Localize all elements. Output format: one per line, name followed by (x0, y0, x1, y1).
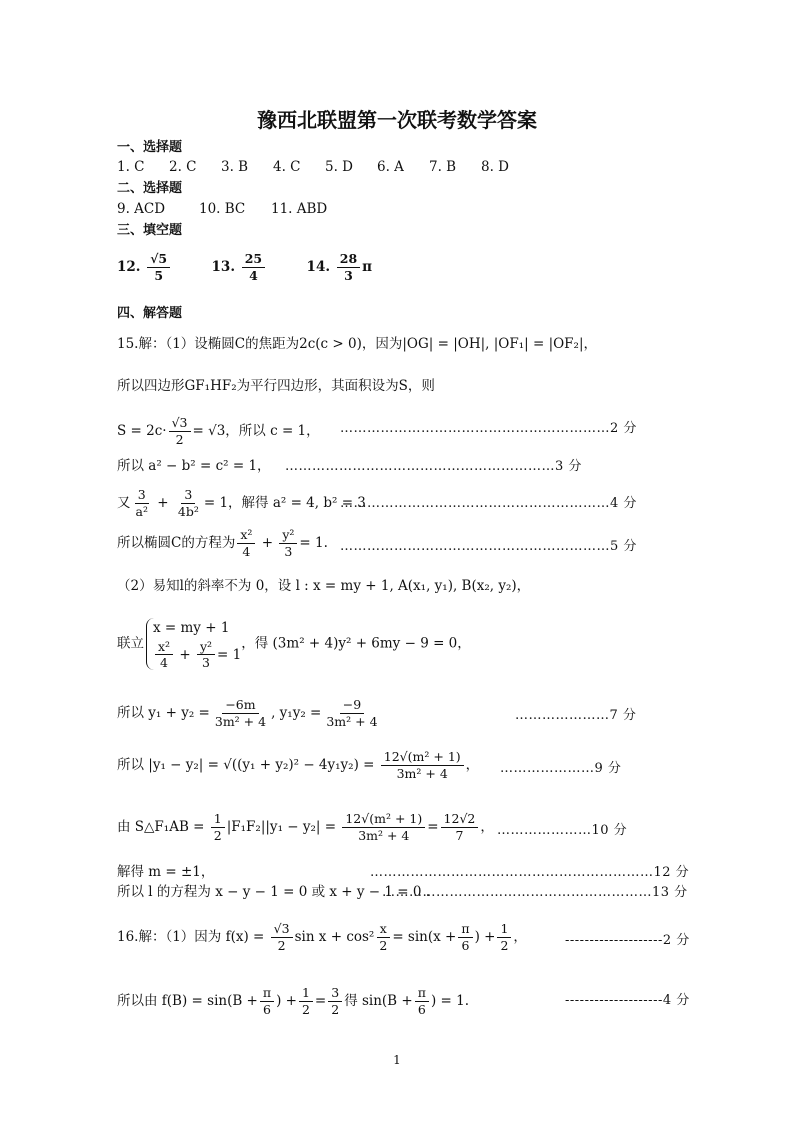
numerator: x² (155, 640, 173, 656)
numerator: 25 (242, 252, 265, 268)
q13-label: 13. (211, 258, 236, 275)
denominator: 4 (242, 543, 251, 559)
text: , y₁y₂ = (271, 704, 322, 721)
mc-answer-row (117, 161, 533, 175)
equation: x = my + 1 (153, 620, 230, 636)
fraction (279, 528, 297, 559)
mc-answer: 3. B (221, 159, 249, 175)
text: = sin(x + (392, 928, 457, 945)
q15-line-3 (117, 416, 320, 447)
denominator: 2 (277, 937, 286, 953)
mc-answer: 2. C (169, 159, 197, 175)
score-3: ……………………………………………………3 分 (285, 459, 582, 474)
numerator: 1 (211, 812, 225, 828)
numerator: π (415, 986, 429, 1002)
denominator: 7 (455, 827, 464, 843)
text: 所以由 f(B) = sin(B + (117, 992, 258, 1009)
numerator: π (260, 986, 274, 1002)
numerator: 3 (328, 986, 342, 1002)
score-2: ……………………………………………………2 分 (340, 421, 637, 436)
denominator: 6 (263, 1001, 271, 1017)
text: = 1 (217, 646, 242, 663)
text: ， (465, 756, 480, 773)
fraction (197, 640, 215, 671)
q15-line-4: 所以 a² − b² = c² = 1， (117, 458, 271, 474)
q16-line-1 (117, 922, 527, 953)
fraction (299, 986, 313, 1017)
mc-answer: 4. C (273, 159, 301, 175)
text: 所以椭圆C的方程为 (117, 534, 236, 551)
page-number: 1 (393, 1053, 401, 1067)
numerator: 1 (497, 922, 511, 938)
mc-answer: 8. D (481, 159, 509, 175)
text: ，得 (3m² + 4)y² + 6my − 9 = 0， (241, 635, 471, 652)
fraction (237, 528, 255, 559)
fraction (169, 416, 191, 447)
denominator: 4b² (177, 503, 199, 519)
denominator: 3 (344, 267, 353, 283)
q12-fraction (147, 252, 170, 283)
numerator: √3 (271, 922, 293, 938)
text: = 1. (299, 534, 328, 551)
text: ) + (474, 928, 496, 945)
q15-line-7: （2）易知l的斜率不为 0，设 l : x = my + 1, A(x₁, y₁), B(x₂, y₂)， (117, 578, 531, 594)
score-5: ……………………………………………………5 分 (340, 539, 637, 554)
score-16-4: --------------------4 分 (565, 993, 690, 1008)
q16-line-2 (117, 986, 469, 1017)
q15-line-12: 解得 m = ±1， (117, 864, 215, 880)
numerator: −9 (340, 698, 364, 714)
fraction (175, 488, 202, 519)
denominator: 4 (160, 655, 168, 671)
numerator: 28 (337, 252, 360, 268)
mc-answer: 6. A (377, 159, 404, 175)
denominator: 3m² + 4 (326, 713, 378, 729)
section-heading-fill: 三、填空题 (117, 223, 183, 238)
q15-line-5: 又 $\frac{3}{\text{a²}}$ + $\frac{3}{\text{4b²}}$ = 1，解得 a² = 4, b² = 3 (117, 487, 366, 519)
mc-answer: 5. D (325, 159, 353, 175)
text: ) = 1. (430, 992, 469, 1009)
fraction (155, 640, 173, 671)
text: S = 2c· (117, 422, 167, 439)
denominator: 2 (175, 431, 184, 447)
section-heading-solutions: 四、解答题 (117, 306, 183, 321)
q15-line-13: 所以 l 的方程为 x − y − 1 = 0 或 x + y − 1 = 0 . (117, 884, 431, 900)
denominator: 3m² + 4 (214, 713, 267, 729)
denominator: 2 (331, 1001, 340, 1017)
text: 16.解：（1）因为 f(x) = (117, 928, 265, 945)
numerator: y² (279, 528, 297, 544)
numerator: y² (197, 640, 215, 656)
numerator: 3 (135, 488, 149, 504)
text: ， (513, 928, 527, 945)
q15-line-9 (117, 698, 383, 729)
text: 联立 (117, 635, 144, 652)
fraction (211, 812, 225, 843)
q15-line-8 (117, 618, 471, 670)
mc-answer: 1. C (117, 159, 145, 175)
score-9: …………………9 分 (500, 761, 622, 776)
text: |F₁F₂||y₁ − y₂| = (226, 818, 337, 835)
fraction (212, 698, 269, 729)
fraction (441, 812, 479, 843)
fraction (458, 922, 472, 953)
numerator: √3 (169, 416, 191, 432)
text: 所以 y₁ + y₂ = (117, 704, 210, 721)
mc-answer: 7. B (429, 159, 457, 175)
denominator: 4 (249, 267, 258, 283)
fraction (328, 986, 342, 1017)
q15-line-10 (117, 750, 479, 781)
numerator: x² (237, 528, 255, 544)
text: = (427, 818, 439, 835)
numerator: 12√(m² + 1) (381, 750, 464, 766)
denominator: 6 (417, 1001, 426, 1017)
fill-answer-row (117, 252, 372, 283)
numerator: −6m (222, 698, 258, 714)
fraction (271, 922, 293, 953)
fraction (376, 922, 390, 953)
denominator: 5 (154, 267, 164, 283)
text: = (314, 992, 327, 1009)
denominator: a² (135, 503, 148, 519)
q15-line-11 (117, 812, 494, 843)
text: sin x + cos² (294, 928, 375, 945)
score-10: …………………10 分 (497, 823, 628, 838)
denominator: 3 (284, 543, 293, 559)
equation: $\frac{\text{x²}}{4}$ + $\frac{\text{y²}}{3}$ = 1 (153, 640, 241, 671)
q14-fraction (337, 252, 360, 283)
fraction (342, 812, 425, 843)
fraction (415, 986, 429, 1017)
denominator: 2 (500, 937, 509, 953)
score-16-2: --------------------2 分 (565, 933, 690, 948)
section-heading-multi: 二、选择题 (117, 181, 183, 196)
text: = 1，解得 a² = 4, b² = 3 (203, 494, 366, 511)
denominator: 3m² + 4 (396, 765, 448, 781)
pi-symbol: π (362, 258, 373, 275)
score-13: ……………………………………………………13 分 (382, 885, 688, 900)
multi-answer-row (117, 203, 343, 217)
q15-line-6: 所以椭圆C的方程为 $\frac{\text{x²}}{4}$ + $\frac{\text{y²}}{3}$ = 1. (117, 527, 328, 559)
text: ) + (276, 992, 297, 1009)
text: 所以 |y₁ − y₂| = √((y₁ + y₂)² − 4y₁y₂) = (117, 756, 375, 773)
text: ， (480, 818, 494, 835)
denominator: 3 (202, 655, 210, 671)
q13-fraction (242, 252, 265, 283)
numerator: π (458, 922, 472, 938)
multi-answer: 11. ABD (271, 201, 328, 217)
denominator: 2 (379, 937, 388, 953)
fraction (260, 986, 274, 1017)
score-7: …………………7 分 (515, 708, 637, 723)
q14-label: 14. (306, 258, 331, 275)
numerator: x (377, 922, 390, 938)
denominator: 2 (301, 1001, 310, 1017)
score-4: ……………………………………………………4 分 (340, 496, 637, 511)
score-12: ………………………………………………………12 分 (370, 865, 690, 880)
multi-answer: 10. BC (199, 201, 246, 217)
fraction (381, 750, 464, 781)
q15-line-2: 所以四边形GF₁HF₂为平行四边形，其面积设为S，则 (117, 378, 435, 394)
numerator: 12√2 (441, 812, 479, 828)
q12-label: 12. (117, 258, 141, 275)
numerator: 3 (181, 488, 195, 504)
q15-line-1: 15.解：（1）设椭圆C的焦距为2c(c > 0)，因为|OG| = |OH|, |OF₁| = |OF₂|， (117, 336, 598, 352)
fraction (497, 922, 511, 953)
denominator: 6 (461, 937, 470, 953)
fraction (133, 488, 151, 519)
text: 得 sin(B + (344, 992, 413, 1009)
numerator: √5 (147, 252, 170, 268)
text: 由 S△F₁AB = (117, 818, 205, 835)
page-title: 豫西北联盟第一次联考数学答案 (257, 108, 537, 132)
numerator: 12√(m² + 1) (342, 812, 425, 828)
equation-system (146, 618, 241, 670)
denominator: 3m² + 4 (358, 827, 410, 843)
numerator: 1 (299, 986, 313, 1002)
section-heading-choice: 一、选择题 (117, 140, 183, 155)
multi-answer: 9. ACD (117, 201, 166, 217)
text: 又 (117, 494, 131, 511)
fraction (323, 698, 380, 729)
text: = √3，所以 c = 1， (192, 422, 320, 439)
denominator: 2 (213, 827, 222, 843)
